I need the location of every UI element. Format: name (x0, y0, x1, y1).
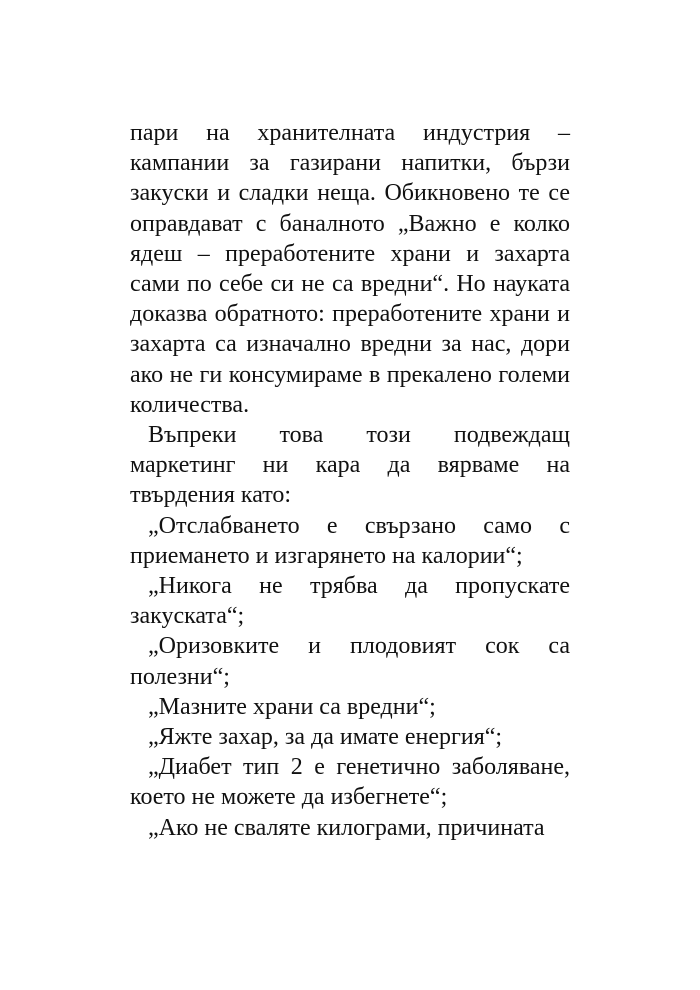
claim-sugar-energy: „Яжте захар, за да имате енергия“; (148, 724, 503, 751)
claim-fatty-foods: „Мазните храни са вредни“; (148, 693, 436, 720)
paragraph-marketing: Въпреки това този подвеждащ маркетинг ни кара да вярваме на твърдения като: (130, 422, 570, 509)
paragraph-continuation: пари на хранителната индустрия – кампании за газирани напитки, бързи закуски и сладки неща. Обикновено те се оправдават с баналното „Важно е колко ядеш – преработените храни и захарта сами по себе си не са вредни“. Но науката доказва обратното: преработените храни и захарта са изначално вредни за нас, дори ако не ги консумираме в прекалено големи количества. (130, 120, 570, 418)
claim-weight-loss: „Отслабването е свързано само с приемането и изгарянето на калории“; (130, 512, 570, 569)
page-text (130, 118, 570, 843)
claim-diabetes: „Диабет тип 2 е генетично заболяване, което не можете да избегнете“; (130, 754, 570, 811)
claim-breakfast: „Никога не трябва да пропускате закуската“; (130, 573, 570, 630)
claim-rice-cakes: „Оризовките и плодовият сок са полезни“; (130, 633, 570, 690)
claim-weight-reason: „Ако не сваляте килограми, причината (148, 814, 545, 841)
